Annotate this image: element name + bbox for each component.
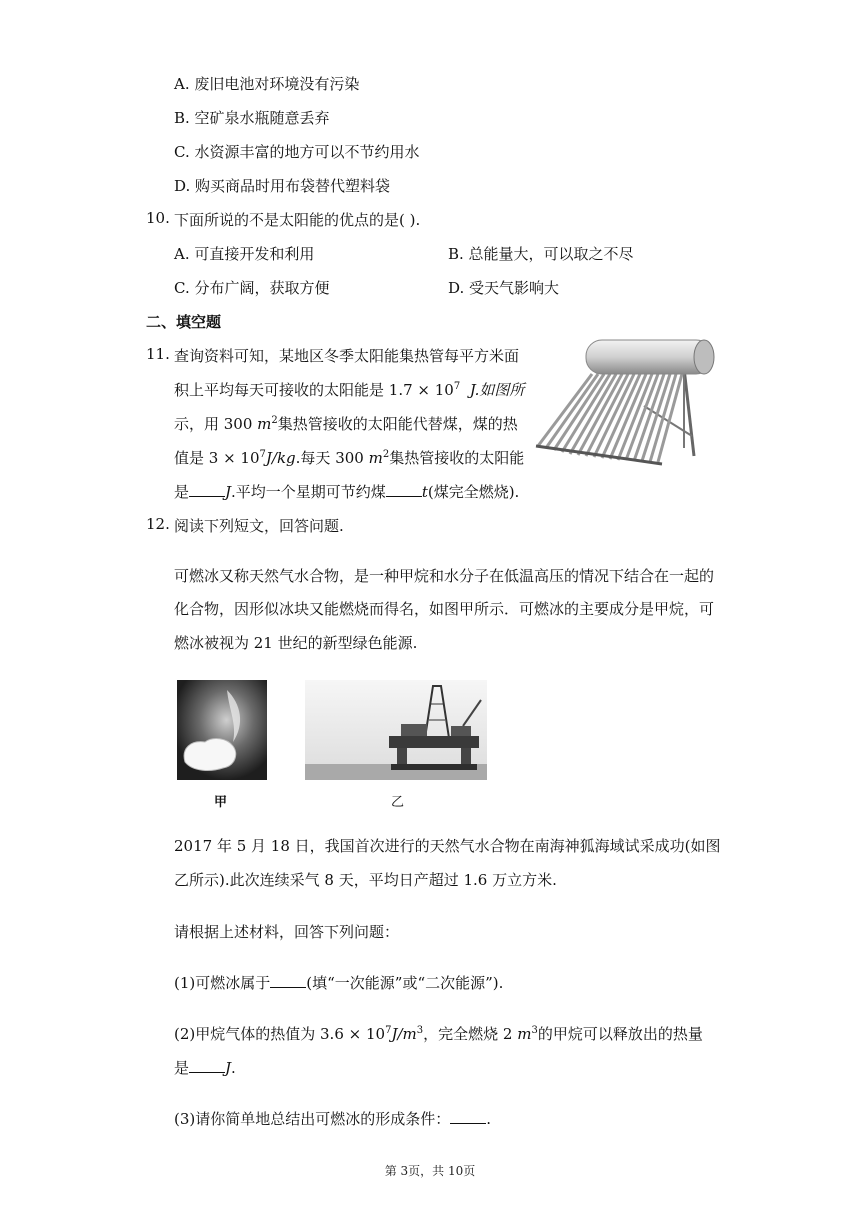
q11-line4-text2: .每天 300 xyxy=(295,449,369,467)
q12-sub3-text2: . xyxy=(486,1110,492,1128)
q12-para1-line1: 可燃冰又称天然气水合物，是一种甲烷和水分子在低温高压的情况下结合在一起的 xyxy=(174,567,715,585)
q12-sub1-text: (1)可燃冰属于 xyxy=(174,974,271,992)
q12-sub2-unit: J/m xyxy=(391,1025,417,1043)
q9-option-c: C. 水资源丰富的地方可以不节约用水 xyxy=(174,143,420,161)
page-footer: 第 3页，共 10页 xyxy=(384,1164,476,1178)
q11-line5-text2: .平均一个星期可节约煤 xyxy=(231,483,386,501)
q11-line4-text3: 集热管接收的太阳能 xyxy=(389,449,525,467)
q12-sub2-exp: 7 xyxy=(385,1025,392,1036)
q12-sub1-text2: (填“一次能源”或“二次能源”). xyxy=(306,974,504,992)
q12-number: 12. xyxy=(146,515,170,533)
drilling-platform-image xyxy=(305,680,487,780)
q11-number: 11. xyxy=(146,345,170,363)
q12-sub2-line1 xyxy=(174,1023,703,1044)
q12-sub2-m: m xyxy=(517,1025,532,1043)
q11-line3-m: m xyxy=(257,415,272,433)
q12-stem: 阅读下列短文，回答问题. xyxy=(174,517,344,535)
q11-line3 xyxy=(174,413,518,434)
q9-option-b: B. 空矿泉水瓶随意丢弃 xyxy=(174,109,330,127)
q11-line4-unit: J/kg xyxy=(265,449,296,467)
q12-sub2-text: (2)甲烷气体的热值为 3.6 × 10 xyxy=(174,1025,386,1043)
q11-line5-unit2: t xyxy=(421,483,428,501)
q11-line3-exp: 2 xyxy=(271,415,278,426)
q11-line4-text: 值是 3 × 10 xyxy=(174,449,260,467)
q12-sub3 xyxy=(174,1108,491,1129)
solar-water-heater-image xyxy=(534,336,720,466)
q12-para3: 请根据上述材料，回答下列问题： xyxy=(174,923,400,941)
q11-line2-exp: 7 xyxy=(453,381,461,392)
answer-blank[interactable] xyxy=(270,973,306,988)
q10-option-c: C. 分布广阔，获取方便 xyxy=(174,279,330,297)
q11-line2-unit: J.如图所 xyxy=(469,381,525,399)
q12-sub2-unit2: J xyxy=(225,1059,232,1077)
q12-sub3-text: (3)请你简单地总结出可燃冰的形成条件： xyxy=(174,1110,451,1128)
q11-line2 xyxy=(174,379,524,400)
q10-stem: 下面所说的不是太阳能的优点的是( ). xyxy=(174,211,421,229)
q12-sub2-text3: 的甲烷可以释放出的热量 xyxy=(537,1025,703,1043)
q12-para1-line2: 化合物，因形似冰块又能燃烧而得名，如图甲所示．可燃冰的主要成分是甲烷，可 xyxy=(174,600,715,618)
section-heading: 二、填空题 xyxy=(146,313,222,331)
q10-option-d: D. 受天气影响大 xyxy=(448,279,560,297)
q11-line5 xyxy=(174,481,519,502)
q10-option-a: A. 可直接开发和利用 xyxy=(174,245,315,263)
q11-line4-exp2: 2 xyxy=(382,449,390,460)
burning-ice-image xyxy=(177,680,267,780)
q11-line4-m: m xyxy=(368,449,383,467)
q12-sub2-line2 xyxy=(174,1057,236,1078)
answer-blank[interactable] xyxy=(450,1109,486,1124)
q12-sub1 xyxy=(174,972,503,993)
q12-para2-line2: 乙所示).此次连续采气 8 天，平均日产超过 1.6 万立方米. xyxy=(174,871,557,889)
q12-sub2-exp3: 3 xyxy=(531,1025,538,1036)
figure-b-caption: 乙 xyxy=(391,795,405,810)
q11-line3-text: 示，用 300 xyxy=(174,415,258,433)
q11-line5-text: 是 xyxy=(174,483,190,501)
q9-option-a: A. 废旧电池对环境没有污染 xyxy=(174,75,360,93)
figure-a-caption: 甲 xyxy=(214,795,228,810)
q12-sub2-text2: ，完全燃烧 2 xyxy=(423,1025,518,1043)
q12-sub2-text5: . xyxy=(231,1059,236,1077)
q11-line5-unit: J xyxy=(225,483,232,501)
q11-line5-text3: (煤完全燃烧). xyxy=(427,483,520,501)
answer-blank[interactable] xyxy=(189,1058,225,1073)
answer-blank[interactable] xyxy=(189,482,225,497)
q12-sub2-text4: 是 xyxy=(174,1059,190,1077)
answer-blank[interactable] xyxy=(386,482,422,497)
q11-line1: 查询资料可知，某地区冬季太阳能集热管每平方米面 xyxy=(174,347,520,365)
q10-number: 10. xyxy=(146,209,170,227)
q12-sub2-exp2: 3 xyxy=(416,1025,424,1036)
q11-line3-text2: 集热管接收的太阳能代替煤，煤的热 xyxy=(277,415,518,433)
q11-line2-text: 积上平均每天可接收的太阳能是 1.7 × 10 xyxy=(174,381,454,399)
q11-line4-exp: 7 xyxy=(259,449,266,460)
q10-option-b: B. 总能量大，可以取之不尽 xyxy=(448,245,634,263)
q11-line4 xyxy=(174,447,524,468)
q12-para2-line1: 2017 年 5 月 18 日，我国首次进行的天然气水合物在南海神狐海域试采成功(如图 xyxy=(174,837,721,855)
q12-para1-line3: 燃冰被视为 21 世纪的新型绿色能源. xyxy=(174,634,418,652)
q9-option-d: D. 购买商品时用布袋替代塑料袋 xyxy=(174,177,391,195)
